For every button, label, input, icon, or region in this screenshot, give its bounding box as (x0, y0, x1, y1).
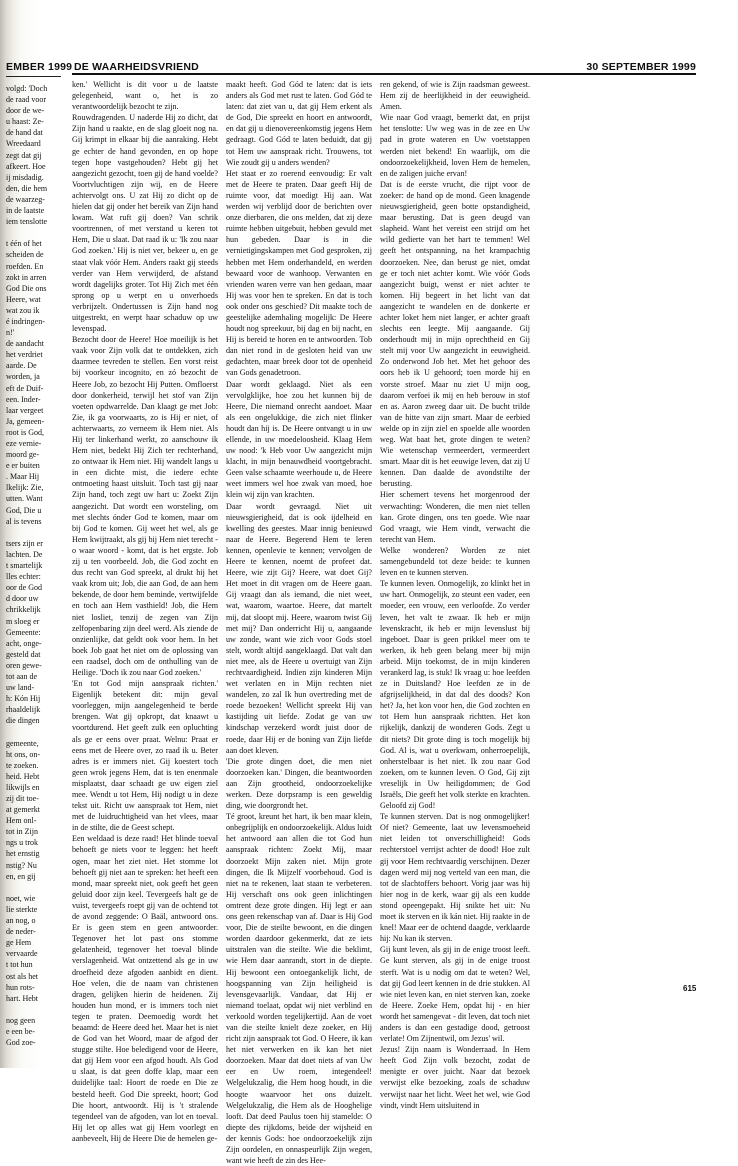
left-page-line: eze vernie- (6, 439, 42, 448)
paragraph: Rouwdragenden. U naderde Hij zo dicht, dat Zijn hand u raakte, en de slag gloeit nog na. Gij krimpt in elkaar bij die aanraking. Hebt ge echter de hand gevonden, en op hope tegen hope vastgehouden? Hebt gij het aangezicht gezocht, toen gij de hand voelde? Voortvluchtigen zijn wij, en de Heere achtervolgt ons. U zat Hij zo dicht op de hielen dat gij onder het bereik van Zijn hand kwam. Wat ruft gij doen? Van schrik voortrennen, of met verstand u keren tot Hem, Die u slaat. Dat raad ik u: 'Ik zou naar God zoeken.' Hij is niet ver, bekeer u, en ge staat vlak vóór Hem. Anders raakt gij steeds verder van Hem verwijderd, de afstand wordt dagelijks groter. Tot Hij Zich met één sprong op u werpt en u onverhoeds verbrijzelt. Ondertussen is Zijn hand nog uitgestrekt, en werpt haar schaduw op uw levenspad. (72, 113, 218, 334)
left-page-line (6, 726, 62, 737)
text-column-3 (380, 79, 530, 1110)
left-page-header-rule (6, 76, 61, 77)
left-page-line: ht ons, on- (6, 749, 40, 759)
text-column-1 (72, 79, 218, 1143)
left-page-line: nstig? Nu (6, 860, 37, 870)
left-page-line: de raad voor (6, 95, 46, 105)
paragraph: Welke wonderen? Worden ze niet samengebundeld tot deze beide: te kunnen leven en te kunnen sterven. (380, 545, 530, 578)
left-page-line: t één of het (6, 239, 42, 249)
left-page-line: h: Kón Hij (6, 694, 41, 704)
paragraph: Gij kunt leven, als gij in de enige troost leeft. Ge kunt sterven, als gij in de enige troost sterft. Wat is u nodig om dat te weten? Wel, dat gij God leert kennen in de drie stukken. Al wie niet leven kan, en niet sterven kan, zoeke de Heere. Zoeke Hem, opdat hij - en hier wordt het samengevat - dit leven, dat toch niet anders is dan een gestadige dood, getroost verlate! Om Zijnentwil, om Jezus' wil. (380, 945, 530, 1044)
paragraph: Hier schemert tevens het morgenrood der verwachting: Wonderen, die men niet tellen kan. Grote dingen, ons ten goede. Wie naar God vraagt, wie Hem vindt, verwacht die terecht van Hem. (380, 490, 530, 544)
left-page-line: oor de God (6, 583, 42, 593)
left-page-line: een. Inder- (6, 394, 41, 404)
left-page-line: den, die hem (6, 183, 48, 193)
left-page-line: hart. Hebt (6, 993, 38, 1003)
left-page-line: te zoeken. (6, 760, 39, 770)
left-page-line: oren gewe- (6, 660, 42, 670)
left-page-line: acht, onge- (6, 638, 42, 648)
paragraph: Té groot, kreunt het hart, ik ben maar klein, onbegrijplijk en ondoorzoekelijk. Aldus luidt het antwoord aan allen die tot God hun aanspraak richten: Zoekt Mij, maar doorzoekt Mijn zaken niet. Mijn grote dingen, die Ik Mijzelf voorbehoud. God is niet na te rekenen, laat staan te verbeteren. Hij verschaft ons ook geen inlichtingen omtrent deze grote dingen. Hij legt er aan ons geen rekenschap van af. Daar is Hij God voor, Die de steilte bewoont, en die dingen worden daardoor gekenmerkt, dat ze iets uitstralen van die steilte. Wie die beklimt, wie Hem daar aanrandt, stort in de diepte. Hij bewoont een ontoegankelijk licht, de hoogspanning van Zijn heiligheid is levensgevaarlijk. Vandaar, dat Hij er niemand toelaat, opdat wij niet verblind en verkoold worden tegelijkertijd. Aan de voet van die steilte knielt deze zoeker, en Hij richt zijn aanspraak tot God. O Heere, ik kan het niet verwerken en ik kan het niet doorzoeken. Maar dat doet niets af van Uw eer en Uw roem, integendeel! Welgelukzalig, die Hem hoog houdt, in die hoogte waarvoor het ons duizelt. Welgelukzalig, die Hem als de Hooghelige looft. Dat deed Paulus toen hij stamelde: O diepte des rijkdoms, beide der wijsheid en der kennis Gods: hoe ondoorzoekelijk zijn Zijn oordelen, en onnaspeurlijk Zijn wegen, want wie heeft de zin des Hee- (226, 812, 372, 1166)
paragraph: Wie naar God vraagt, bemerkt dat, en prijst het tenslotte: Uw weg was in de zee en Uw pad in grote wateren en Uw voetstappen werden niet bekend! En waarlijk, om die ondoorzoekelijkheid, loven Hem de hemelen, en de zaligen juiche ervan! (380, 113, 530, 178)
left-page-line: zokt in arren (6, 272, 47, 282)
left-page-line: door de we- (6, 106, 45, 116)
left-page-line: m sloeg er (6, 616, 40, 626)
paragraph: 'Die grote dingen doet, die men niet doorzoeken kan.' Dingen, die beantwoorden aan Zijn grootheid, ondoorzoekelijke werken. Deze dorpsramp is een geweldig ding, wie doorgrondt het. (226, 756, 372, 811)
left-page-line: e er buiten (6, 461, 40, 471)
left-page-line: aarde. De (6, 361, 37, 371)
left-page-line: en, en gij (6, 871, 36, 881)
left-page-line: likwijls en (6, 782, 40, 792)
magazine-title: DE WAARHEIDSVRIEND (74, 61, 199, 73)
left-page-line: afkeert. Hoe (6, 161, 46, 171)
paragraph: Het staat er zo roerend eenvoudig: Er valt met de Heere te praten. Daar geeft Hij de ruimte voor, dat moedigt Hij aan. Wat werden wij verblijd door de berichten over onze dierbaren, die ons melden, dat zij deze ruimte hebben uitgebuit, hebben gevuld met hun gebeden. Daar is in die vernietigingskampen met God gesproken, zij hebben met Hem onderhandeld, en werden bewaard voor de wanhoop. Verwanten en vrienden waren verre van hen gedaan, maar Hij was voor hen te spreken. En dat is toch ook onder ons geschied? Dit maakte toch de geestelijke ademhaling mogelijk: De Heere houdt nog spreekuur, bij dag en bij nacht, en Hij is bereid te horen en te antwoorden. Tob dan niet rond in de gesloten heid van uw gedachten, maar breek door tot de openheid van Gods genadetroon. (226, 168, 372, 378)
left-page-line: lachten. De (6, 549, 43, 559)
left-page-line (6, 527, 62, 538)
paragraph: Bezocht door de Heere! Hoe moeilijk is het vaak voor Zijn volk dat te ontdekken, zich daarmee tevreden te stellen. Een vorst reist bij voorkeur incognito, en zó bezocht de Heere Job, zo bezocht Hij Putten. Omfloerst door donkerheid, terwijl het stof van Zijn voeten opdwarrelde. Dan klaagt ge met Job: Zie, ik ga voorwaarts, zo is Hij er niet, of achterwaarts, zo verneem ik Hem niet. Als Hij ter linkerhand werkt, zo aanschouw ik Hem niet, bedekt Hij Zich ter rechterhand, zo ontwaar ik Hem niet. Hij wandelt langs u in een dichte mist, die iedere echte ontmoeting haast uitsluit. Toch tast gij naar Zijn hand, toch zegt uw hart u: Zoekt Zijn aangezicht. Dat wordt een worsteling, om met slechts ónder God te komen, maar om bij God te komen. Gij weet het wel, als ge Hem kwijtraakt, als gij bij Hem niet terecht - o waar woord - komt, dat is het ergste. Job zij u ten voorbeeld. Job, die God zocht en dus recht van God spreekt, al drukt hij het vaak krom uit; Job, die aan God, de aan hem bekende, de door hem beminde, vertwijfelde en toch aan Hem vasthield! Job, die Hem niet losliet, tenzij de zegen van Zijn zelfopenbaring zijn deel werd. Als ziende de onzienlijke, dat geldt ook voor hem. In het boek Job gaat het niet om de oplossing van een raadsel, doch om de onthulling van de Heilige. 'Doch ik zou naar God zoeken.' (72, 335, 218, 677)
left-page-line: lles echter: (6, 572, 41, 582)
left-page-line: d door uw (6, 594, 39, 604)
left-page-line: zegt dat gij (6, 150, 42, 160)
left-page-line: noet, wie (6, 893, 36, 903)
left-page-column (6, 83, 62, 1048)
left-page-line: laar vergeet (6, 405, 44, 415)
left-page-line: ngs u trok (6, 838, 38, 848)
paragraph: Daar wordt gevraagd. Niet uit nieuwsgierigheid, dat is ook ijdelheid en kwelling des geestes. Maar innig benieuwd naar de Heere. Begerend Hem te leren kennen, openlevie te kennen; vervolgen de Heere te kennen, noemt de profeet dat. Heere, wie zijt Gij? Heere, wat doet Gij? Het moet in dit vragen om de Heere gaan. Gij vraagt dan als iemand, die niet weet, wat, waarom, waartoe. Heere, dat martelt mij, dat sloopt mij. Heere, waarom twist Gij met mij? Dan onderricht Hij u, aangaande uw zonde, want wie zich voor Gods stoel stelt, wordt altijd aangeklaagd. Dat valt dan niet mee, als de Heere u overtuigt van Zijn rechtvaardigheid. Indien zijn kinderen Mijn wet verlaten en in Mijn rechten niet wandelen, zo zal Ik hun overtreding met de roede bezoeken! Wellicht spreekt Hij van kastijding uit liefde. Zodat ge van uw kindschap verzekerd wordt juist door de roede, daar Hij er de boning van Zijn liefde aan doet kleven. (226, 501, 372, 755)
paragraph: ken.' Wellicht is dit voor u de laatste gelegenheid, want o, het is zo verantwoordelijk bezocht te zijn. (72, 80, 218, 112)
left-page-line: de hand dat (6, 128, 43, 138)
paragraph: Te kunnen sterven. Dat is nog onmogelijker! Of niet? Gemeente, laat uw levensmoeheid niet leiden tot onverschilligheid! Gods rechterstoel verrijst achter de dood! Hoe zult gij voor Hem rechtvaardig verschijnen. Dezer dagen werd mij nog verteld van een man, die tot de slachtoffers behoort. Vorig jaar was hij hier nog in de kerk, waar gij als een kudde stond opeengepakt. Hij snikte het uit: Nu moet ik sterven en ik kán niet. Hij raakte in de knel! Maar eer de ochtend daagde, verklaarde hij: Nu kan ik sterven. (380, 812, 530, 944)
left-page-line: de aandacht (6, 339, 44, 349)
left-page-line: God, Die u (6, 505, 42, 515)
left-page-line: zij dit toe- (6, 794, 39, 803)
left-page-line: volgd: 'Doch (6, 84, 48, 93)
left-page-line (6, 1004, 62, 1015)
left-page-line: an nog, o (6, 916, 36, 926)
left-page-line: ost als het (6, 971, 38, 981)
left-page-line: uw land- (6, 683, 35, 693)
left-page-line: chrikkelijk (6, 605, 41, 615)
left-page-line: Hem onl- (6, 816, 37, 826)
left-page-line: tot in Zijn (6, 827, 38, 837)
left-page-line: ij misdadig. (6, 172, 44, 182)
left-page-line: roefden. En (6, 261, 44, 271)
left-page-line: lie sterkte (6, 904, 38, 914)
left-page-line: Heere, wat (6, 294, 41, 304)
left-page-line: nog geen (6, 1015, 36, 1025)
left-page-line: utten. Want (6, 494, 43, 504)
left-page-line: Wreedaard (6, 139, 41, 149)
left-page-line: u haast: Ze- (6, 117, 44, 127)
left-page-line: rhaaldelijk (6, 705, 41, 715)
paragraph: Een weldaad is deze raad! Het blinde toeval behoeft ge niets voor te leggen: het heeft ogen, maar het ziet niet. Het stomme lot behoeft gij niet aan te spreken: het heeft een mond, maar spreekt niet, ook geeft het geen geluid door zijn keel. Tevergeefs halt ge de vuist, tevergeefs roept gij van de ochtend tot de avond zeggende: O Baäl, antwoord ons. Er is geen stem en geen antwoorder. Tegenover het lot past ons stomme gelatenheid, tegenover het toeval blinde verslagenheid. Wat ontzettend als ge in uw droefheid deze afgoden aanbidt en dient. Hoe velen, die de naam van christenen dragen, gelijken hierin de heidenen. Zij houden hun mond, er is immers toch niet tegen te praten. Deemoedig wordt het beaamd: de Heere deed het. Maar het is niet de God van het Woord, maar de afgod der stugge stilte. Hoe beledigend voor de Heere, dat gij Hem voor een afgod houdt. Als God u slaat, is dat geen doffe klap, maar een duidelijke taal: Hoort de roede en Die ze besteld heeft. God Die spreekt, hoort; God Die hoort, antwoordt. Hij is 't stralende tegendeel van de afgoden, van lot en toeval. Hij let op alles wat gij Hem voorlegt en aanbeveelt, Hij de Heere Die de hemelen ge- (72, 834, 218, 1143)
left-page-line: heid. Hebt (6, 771, 40, 781)
left-page-line: Gemeente: (6, 627, 41, 637)
left-page-line: tsers zijn er (6, 538, 43, 548)
left-page-line: het ernstig (6, 849, 40, 859)
paragraph: 'En tot God mijn aanspraak richten.' Eigenlijk betekent dit: mijn geval voorleggen, mijn aangelegenheid te berde brengen. Wat gij opkropt, dat knaawt u voortdurend. Het geeft zulk een opluchting als ge er eens over praat. Welnu: Praat er eens met de Heere over, zo raad ik u. Beter adres is er immers niet. Gij koestert toch geen wrok jegens Hem, dat is ten enenmale misplaatst, daar schaadt ge uw eigen ziel mee. Wendt u tot Hem, Hij nodigt u in deze tekst uit. Richt uw aanspraak tot Hem, niet met de luidruchtigheid van het vlees, maar in de stilte, die de Geest schept. (72, 679, 218, 833)
paragraph: ren gekend, of wie is Zijn raadsman geweest. Hem zij de heerlijkheid in der eeuwigheid. Amen. (380, 80, 530, 112)
left-page-line (6, 882, 62, 893)
left-page-line: vervaarde (6, 949, 38, 959)
left-page-line: de neder- (6, 927, 36, 937)
left-page-line: t smartelijk (6, 561, 43, 571)
left-page-line: t tot hun (6, 960, 33, 970)
left-page-line: scheiden de (6, 250, 44, 260)
left-page-line: gesteld dat (6, 649, 41, 659)
left-page-line: wat zou ik (6, 305, 40, 315)
page-number: 615 (683, 984, 697, 993)
left-page-line: Ja, gemeen- (6, 416, 45, 426)
left-page-line: al is tevens (6, 516, 42, 526)
header-rule (72, 73, 696, 75)
paragraph: Te kunnen leven. Onmogelijk, zo klinkt het in uw hart. Onmogelijk, zo steunt een vader, een moeder, een vrouw, een verloofde. Zo verder leven, het valt te zwaar. Ik heb er mijn levenskracht, ik heb er mijn levenslust bij ingeboet. Daar is geen prikkel meer om te werken, ik heb geen belang meer bij mijn arbeid. Mijn toekomst, de in mijn kinderen verankerd lag, is stuk! Ik vraag u: hoe leefden ze in Duitsland? Hoe leefden ze in de afgrijselijkheid, in dat dal des doods? Kon het? Ja, het kon voor hen, die God zochten en tot Hem hun aanspraak richtten. Het kon rijkelijk, dankzij de wonderen Gods. Zegt u dit niets? Dit grote ding is toch mogelijk bij God. Al is, wat u overkwam, onherroepelijk, onherstelbaar is het niet. Ik zou naar God zoeken, om te kunnen leven. O God, Gij zijt vreselijk in Uw heiligdommen; de God Israëls, Die geeft het volk sterkte en krachten. Geloofd zij God! (380, 579, 530, 811)
left-page-line: die dingen (6, 716, 40, 726)
left-page-line: root is God, (6, 427, 44, 437)
left-page-line: ge Hem (6, 938, 32, 948)
left-page-line: tot aan de (6, 671, 38, 681)
left-page-line: God zoe- (6, 1038, 36, 1048)
left-page-line: é indringen- (6, 316, 45, 326)
left-page-line: moord ge- (6, 450, 40, 460)
paragraph: Jezus! Zijn naam is Wonderraad. In Hem heeft God Zijn volk bezocht, zodat de menigte er over juicht. Naar dat bezoek verwijst elke bezoeking, zoals de schaduw verwijst naar het licht. Weet het wel, wie God vindt, vindt Hem uitsluitend in (380, 1045, 530, 1110)
left-page-line: n!' (6, 328, 15, 338)
text-column-2 (226, 79, 372, 1166)
left-page-line: het verdriet (6, 350, 43, 360)
left-page-line: lkelijk: Zie, (6, 483, 44, 493)
left-page-line: . Maar Hij (6, 472, 40, 482)
issue-date: 30 SEPTEMBER 1999 (586, 61, 696, 73)
left-page-line (6, 227, 62, 238)
left-page-line: gemeente, (6, 738, 39, 748)
left-page-line: God Die ons (6, 283, 47, 293)
left-page-line: iem tenslotte (6, 217, 48, 227)
paragraph: maakt heeft. God Gód te laten: dat is iets anders als God met rust te laten. God Gód te laten: dat ziet van u, dat gij Hem erkent als de God, Die spreekt en hoort en antwoordt, en dat gij u dienovereenkomstig jegens Hem gedraagt. God Gód te laten beduidt, dat gij tot Hem uw aanspraak richt. Trouwens, tot Wie zoudt gij u anders wenden? (226, 80, 372, 167)
paragraph: Dat is de eerste vrucht, die rijpt voor de zoeker: de hand op de mond. Geen knagende nieuwsgierigheid, geen botte opstandigheid, maar berusting. Dat is geen deugd van slapheid. Want het vereist een strijd om het wild gedierte van het hart te temmen! Wel geeft het ontspanning, na het krampachtig doorzoeken. Nee, dan berust ge niet, omdat ge er toch niet achter komt. Wie vóór Gods aangezicht buigt, wenst er niet achter te komen. Hij begeert in het licht van dat aangezicht te wandelen en de donkerte er achter loket hem niet langer, er achter graaft slechts een leegte. Mij aangaande. Gij onderhoudt mij in mijn oprechtheid en Gij stelt mij voor Uw aangezicht in eeuwigheid. Zo onderwond Job het. Met het gehoor des oors heb ik U gehoord; toen morde hij en vorste stroef. Maar nu ziet U mijn oog, daarom verfoei ik mij en heb berouw in stof en as. Aaron zweeg daar uit. De bucht trilde van de hitte van zijn smart. Maar de eerbied welde op in zijn ziel en spoelde alle woorden weg. Wat baat het, grote dingen te weten? Wie wetenschap vermeerdert, vermeerdert smart. Maar dit is het eeuwige leven, dat zij U kennen. Dan daalde de avondstilte der berusting. (380, 179, 530, 489)
paragraph: Daar wordt geklaagd. Niet als een vervolgklijke, hoe zou het kunnen bij de Heere, Die niemand onrecht aandoet. Maar als een ongelukkige, die zich niet flinker houdt dan hij is. De Heere ontvangt u in uw ellende, in uw moedeloosheid. Klaag Hem uw nood: 'k Heb voor Uw aangezicht mijn klacht, in mijn benauwdheid voortgebracht. Geen valse schaamte weerhoude u, de Heere weet immers wel hoe zwak van moed, hoe klein wij zijn van krachten. (226, 379, 372, 500)
left-page-line: de waarzeg- (6, 194, 45, 204)
left-page-line: in de laatste (6, 206, 45, 216)
left-page-line: at gemerkt (6, 805, 40, 815)
left-page-line: hun rots- (6, 982, 35, 992)
left-page-line: worden, ja (6, 372, 40, 382)
left-page-header: EMBER 1999 (6, 61, 73, 73)
left-page-line: e een be- (6, 1026, 35, 1036)
left-page-line: eft de Duif- (6, 383, 44, 393)
